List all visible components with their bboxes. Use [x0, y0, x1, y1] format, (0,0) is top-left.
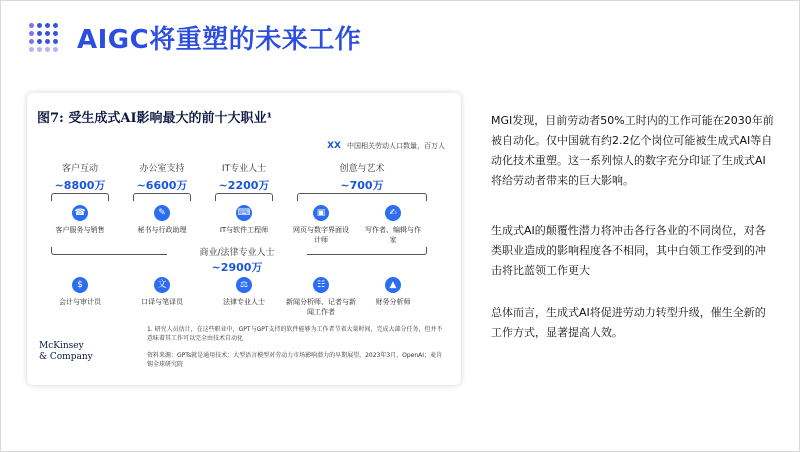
figure-source: 资料来源：GPTs就是通用技术：大型语言模型对劳动力市场影响潜力的早期展望，2023年3月，OpenAI；麦肯锡全球研究院	[147, 352, 443, 368]
job-label: 财务分析师	[375, 298, 411, 306]
group-value: ~700万	[340, 179, 384, 192]
figure-card	[27, 93, 461, 385]
group-category: 客户互动	[61, 164, 98, 174]
paragraph-3: 总体而言，生成式AI将促进劳动力转型升级，催生全新的工作方式，显著提高人效。	[491, 306, 766, 339]
legend-text: 中国相关劳动人口数量，百万人	[347, 142, 445, 150]
group-category: 创意与艺术	[339, 164, 385, 174]
journalist-icon: ☷	[313, 277, 329, 293]
group-value: ~8800万	[54, 179, 106, 192]
accountant-icon: $	[72, 277, 88, 293]
group-bracket	[133, 193, 191, 201]
designer-icon: ▣	[313, 205, 329, 221]
job-label: 口译与笔译员	[141, 298, 183, 306]
job-label: 法律专业人士	[223, 298, 265, 306]
job-label: 写作者、编辑与作家	[365, 226, 421, 244]
job-label: 客户服务与销售	[55, 226, 105, 234]
job-label: 新闻分析师、记者与新闻工作者	[286, 298, 356, 316]
group-bracket	[215, 193, 273, 201]
figure-title: 图7: 受生成式AI影响最大的前十大职业¹	[37, 111, 273, 126]
group-value: ~2900万	[211, 261, 263, 274]
paragraph-2: 生成式AI的颠覆性潜力将冲击各行各业的不同岗位，对各类职业造成的影响程度各不相同，其中白领工作受到的冲击将比蓝领工作更大	[491, 224, 766, 277]
writer-icon: ✍	[385, 205, 401, 221]
legend-mark: XX	[327, 141, 341, 151]
slide-title: AIGC将重塑的未来工作	[77, 25, 362, 55]
group-value: ~2200万	[218, 179, 270, 192]
job-label: 秘书与行政助理	[137, 226, 187, 234]
financial-analyst-icon: ▲	[385, 277, 401, 293]
job-label: IT与软件工程师	[219, 226, 269, 234]
logo-dots-icon	[29, 23, 59, 53]
group-category: 办公室支持	[139, 164, 185, 174]
job-label: 会计与审计员	[59, 298, 101, 306]
group-bracket	[297, 193, 427, 201]
figure-legend	[327, 141, 445, 151]
group-value: ~6600万	[136, 179, 188, 192]
customer-service-icon: ☎	[72, 205, 88, 221]
legal-icon: ⚖	[236, 277, 252, 293]
translator-icon: 文	[154, 277, 170, 293]
group-category: 商业/法律专业人士	[167, 245, 307, 258]
job-label: 网页与数字界面设计师	[293, 226, 349, 244]
engineer-icon: ⌨	[236, 205, 252, 221]
paragraph-1: MGI发现，目前劳动者50%工时内的工作可能在2030年前被自动化。仅中国就有约2.2亿个岗位可能被生成式AI等自动化技术重塑。这一系列惊人的数字充分印证了生成式AI将给劳动者带来的巨大影响。	[491, 114, 774, 187]
logo-line2: & Company	[39, 352, 93, 362]
group-category: IT专业人士	[221, 164, 267, 174]
secretary-icon: ✎	[154, 205, 170, 221]
figure-footnote: 1. 研究人员估计，在这些职业中，GPT与GPT支持的软件能够为工作者节省大量时间，完成大部分任务，但并不意味着其工作可以完全由技术自动化	[147, 326, 443, 342]
mckinsey-logo	[39, 341, 93, 363]
group-bracket	[51, 193, 109, 201]
logo-line1: McKinsey	[39, 341, 84, 351]
